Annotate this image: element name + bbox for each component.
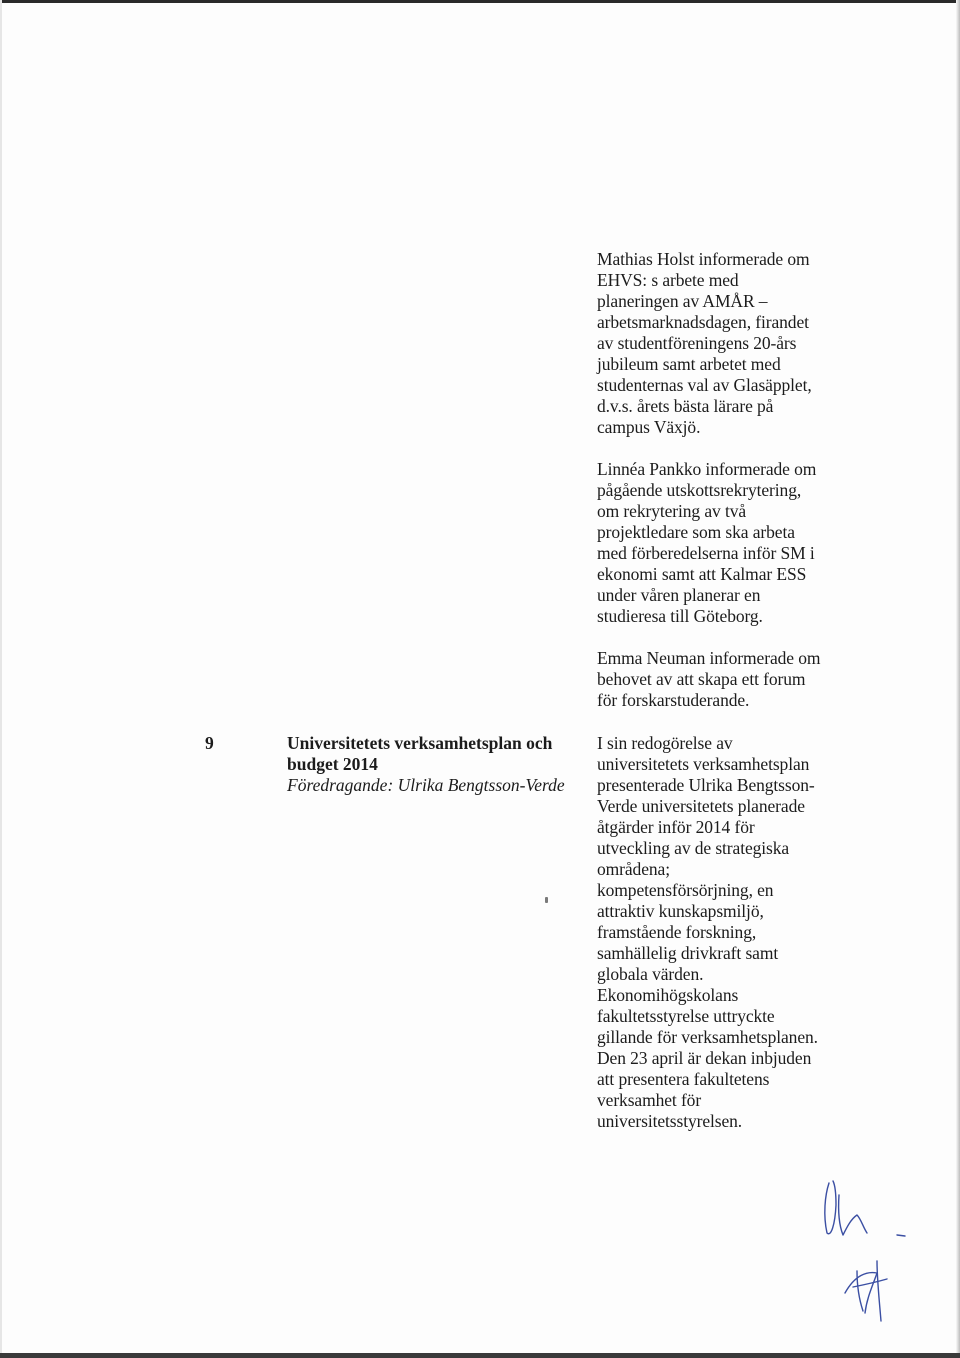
paragraph-pankko: Linnéa Pankko informerade om pågående utskottsrekrytering, om rekrytering av två projektledare som ska arbeta med förberedelserna inför SM i ekonomi samt att Kalmar ESS under våren planerar en studieresa till Göteborg. (597, 459, 817, 626)
signature-strokes (825, 1181, 905, 1321)
scan-edge-right (956, 0, 960, 1358)
agenda-item-title: Universitetets verksamhetsplan och budget 2014 (287, 733, 553, 774)
agenda-item-number: 9 (205, 733, 214, 753)
handwritten-initials-signature (805, 1175, 915, 1325)
scan-edge-left (0, 0, 2, 1358)
paragraph-verksamhetsplan: I sin redogörelse av universitetets verksamhetsplan presenterade Ulrika Bengtsson- Verde universitetets planerade åtgärder inför 2014 för utveckling av de strategiska områdena; kompetensförsörjning, en attraktiv kunskapsmiljö, framstående forskning, samhällelig drivkraft samt globala värden. Ekonomihögskolans fakultetsstyrelse uttryckte gillande för verksamhetsplanen. Den 23 april är dekan inbjuden att presentera fakultetens verksamhet för universitetsstyrelsen. (597, 733, 818, 1131)
paragraph-holst: Mathias Holst informerade om EHVS: s arbete med planeringen av AMÅR – arbetsmarknadsdagen, firandet av studentföreningens 20-års jubileum samt arbetet med studenternas val av Glasäpplet, d.v.s. årets bästa lärare på campus Växjö. (597, 249, 812, 437)
paragraph-neuman: Emma Neuman informerade om behovet av att skapa ett forum för forskarstuderande. (597, 648, 821, 710)
agenda-item-heading-block (287, 733, 577, 796)
scan-speck (545, 897, 548, 903)
scan-edge-bottom (0, 1353, 960, 1358)
scan-edge-top (0, 0, 960, 3)
agenda-item-presenter: Föredragande: Ulrika Bengtsson-Verde (287, 775, 565, 795)
